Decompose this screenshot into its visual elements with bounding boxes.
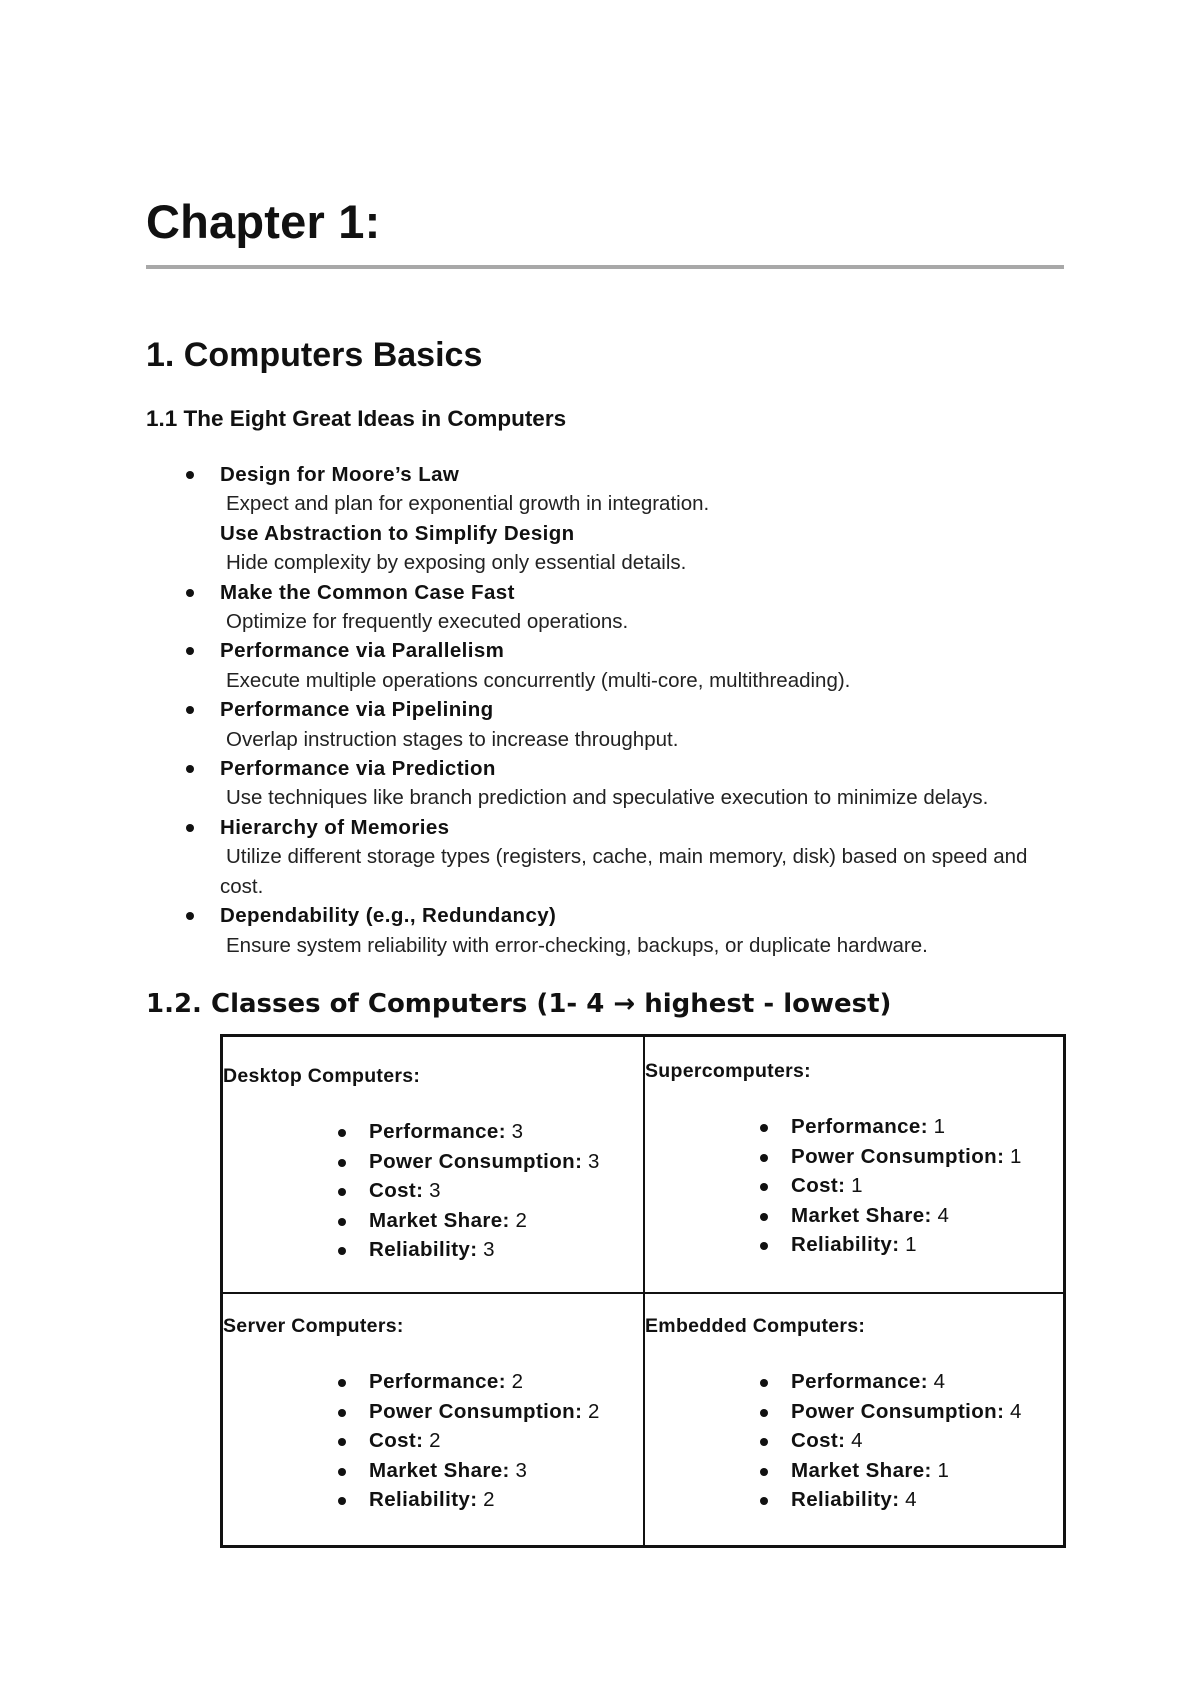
idea-name: Make the Common Case Fast xyxy=(220,580,515,604)
stat-value: 2 xyxy=(429,1429,441,1452)
idea-description: Utilize different storage types (registers, cache, main memory, disk) based on speed and cost. xyxy=(220,845,1028,898)
table-cell-embedded xyxy=(645,1294,1065,1545)
bullet-icon xyxy=(186,765,194,773)
stat-value: 2 xyxy=(588,1399,600,1423)
stat-label: Reliability: xyxy=(791,1233,900,1256)
stat-label: Market Share: xyxy=(369,1208,510,1232)
bullet-icon xyxy=(186,589,194,597)
bullet-icon xyxy=(186,912,194,920)
idea-description: Expect and plan for exponential growth in integration. xyxy=(226,492,710,516)
stat-label: Power Consumption: xyxy=(369,1399,583,1423)
stat-value: 2 xyxy=(511,1370,524,1393)
idea-name: Use Abstraction to Simplify Design xyxy=(220,521,575,545)
stat-label: Cost: xyxy=(791,1174,846,1197)
list-item xyxy=(223,1367,599,1397)
list-item xyxy=(645,1397,1021,1427)
stat-label: Power Consumption: xyxy=(791,1399,1005,1423)
stats-list xyxy=(645,1112,1021,1260)
list-item xyxy=(223,1206,599,1236)
list-item xyxy=(645,1201,1021,1231)
idea-description: Hide complexity by exposing only essential details. xyxy=(226,551,687,575)
stat-label: Reliability: xyxy=(791,1488,900,1511)
section-title: 1. Computers Basics xyxy=(146,336,483,374)
bullet-icon xyxy=(186,706,194,714)
bullet-icon xyxy=(186,647,194,655)
cell-title: Server Computers: xyxy=(223,1315,404,1337)
list-item xyxy=(146,460,1076,519)
bullet-icon xyxy=(186,471,194,479)
stat-value: 4 xyxy=(933,1370,946,1393)
stat-label: Power Consumption: xyxy=(791,1144,1005,1168)
stat-label: Market Share: xyxy=(791,1203,932,1227)
stat-label: Market Share: xyxy=(369,1458,510,1482)
list-item xyxy=(645,1367,1021,1397)
list-item xyxy=(645,1171,1021,1201)
stat-value: 1 xyxy=(851,1174,863,1197)
stats-list xyxy=(645,1367,1021,1515)
stat-value: 4 xyxy=(937,1203,949,1227)
list-item xyxy=(146,754,1076,813)
list-item xyxy=(223,1235,599,1265)
list-item xyxy=(146,695,1076,754)
stats-list xyxy=(223,1117,599,1265)
table-cell-server xyxy=(223,1294,643,1545)
list-item xyxy=(146,578,1076,637)
stat-value: 3 xyxy=(483,1238,495,1261)
idea-name: Performance via Prediction xyxy=(220,757,496,781)
list-item xyxy=(223,1397,599,1427)
chapter-divider xyxy=(146,265,1064,269)
stat-value: 1 xyxy=(1010,1144,1022,1168)
stat-value: 4 xyxy=(851,1429,863,1452)
stat-value: 3 xyxy=(588,1149,600,1173)
list-item xyxy=(645,1142,1021,1172)
stat-value: 1 xyxy=(937,1458,949,1482)
stat-label: Performance: xyxy=(369,1120,506,1143)
classes-title: 1.2. Classes of Computers (1- 4 → highest - lowest) xyxy=(146,989,892,1019)
cell-title: Embedded Computers: xyxy=(645,1315,866,1337)
list-item xyxy=(223,1485,599,1515)
stat-label: Power Consumption: xyxy=(369,1149,583,1173)
cell-title: Desktop Computers: xyxy=(223,1065,421,1087)
stat-value: 1 xyxy=(905,1233,917,1256)
idea-name: Hierarchy of Memories xyxy=(220,815,450,839)
stat-label: Reliability: xyxy=(369,1488,478,1511)
stat-value: 2 xyxy=(483,1488,495,1511)
stat-value: 4 xyxy=(1010,1399,1022,1423)
stat-label: Market Share: xyxy=(791,1458,932,1482)
stats-list xyxy=(223,1367,599,1515)
list-item xyxy=(645,1426,1021,1456)
list-item xyxy=(146,519,1076,578)
stat-value: 3 xyxy=(515,1458,527,1482)
list-item xyxy=(223,1426,599,1456)
stat-label: Cost: xyxy=(791,1429,846,1452)
stat-label: Cost: xyxy=(369,1179,424,1202)
bullet-icon xyxy=(186,824,194,832)
idea-name: Dependability (e.g., Redundancy) xyxy=(220,904,557,928)
list-item xyxy=(645,1485,1021,1515)
great-ideas-list xyxy=(146,460,1076,960)
stat-value: 3 xyxy=(429,1179,441,1202)
stat-value: 1 xyxy=(933,1115,946,1138)
idea-description: Ensure system reliability with error-checking, backups, or duplicate hardware. xyxy=(226,933,928,957)
list-item xyxy=(146,636,1076,695)
stat-value: 4 xyxy=(905,1488,917,1511)
stat-label: Reliability: xyxy=(369,1238,478,1261)
list-item xyxy=(223,1456,599,1486)
stat-value: 3 xyxy=(511,1120,524,1143)
table-cell-desktop xyxy=(223,1037,643,1292)
table-cell-supercomputers xyxy=(645,1037,1065,1292)
list-item xyxy=(223,1117,599,1147)
idea-description: Overlap instruction stages to increase throughput. xyxy=(226,727,679,751)
idea-description: Execute multiple operations concurrently (multi-core, multithreading). xyxy=(226,668,851,692)
stat-value: 2 xyxy=(515,1208,527,1232)
stat-label: Performance: xyxy=(369,1370,506,1393)
chapter-title: Chapter 1: xyxy=(146,195,381,248)
idea-description: Optimize for frequently executed operations. xyxy=(226,610,629,634)
list-item xyxy=(645,1230,1021,1260)
list-item xyxy=(645,1456,1021,1486)
cell-title: Supercomputers: xyxy=(645,1060,811,1082)
list-item xyxy=(223,1147,599,1177)
classes-table xyxy=(220,1034,1066,1548)
idea-description: Use techniques like branch prediction and speculative execution to minimize delays. xyxy=(226,786,989,810)
list-item xyxy=(645,1112,1021,1142)
idea-name: Design for Moore’s Law xyxy=(220,463,460,486)
stat-label: Cost: xyxy=(369,1429,424,1452)
list-item xyxy=(223,1176,599,1206)
stat-label: Performance: xyxy=(791,1115,928,1138)
subsection-title: 1.1 The Eight Great Ideas in Computers xyxy=(146,406,567,431)
idea-name: Performance via Pipelining xyxy=(220,698,494,722)
stat-label: Performance: xyxy=(791,1370,928,1393)
list-item xyxy=(146,813,1076,901)
idea-name: Performance via Parallelism xyxy=(220,639,505,663)
list-item xyxy=(146,901,1076,960)
